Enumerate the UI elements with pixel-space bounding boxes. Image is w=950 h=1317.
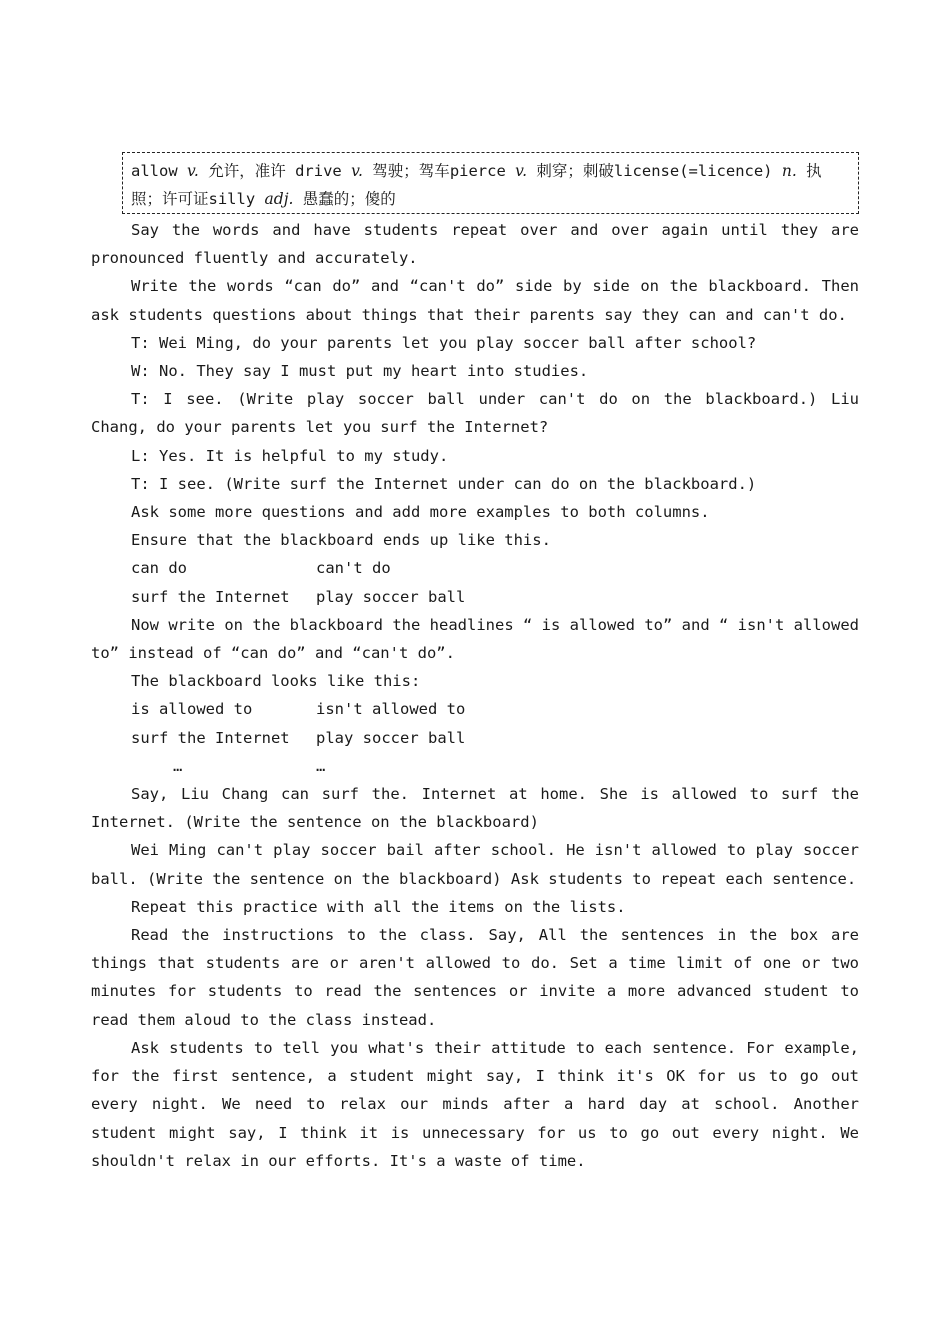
vocab-entry: allow v. 允许，准许 <box>131 162 286 180</box>
paragraph: Wei Ming can't play soccer bail after school. He isn't allowed to play soccer ball. (Write the sentence on the blackboard) Ask students to repeat each sentence. <box>91 841 859 888</box>
paragraph: Now write on the blackboard the headlines “ is allowed to” and “ isn't allowed to” instead of “can do” and “can't do”. <box>91 615 859 663</box>
dialogue-line: T: I see. (Write surf the Internet under can do on the blackboard.) <box>131 474 757 493</box>
paragraph: Read the instructions to the class. Say, All the sentences in the box are things that students are or aren't allowed to do. Set a time limit of one or two minutes for students to read the sentences or invite a more advanced student to read them aloud to the class instead. <box>91 926 859 1029</box>
paragraph: Ask some more questions and add more examples to both columns. <box>131 503 710 522</box>
vocabulary-box <box>122 152 859 214</box>
paragraph: Say the words and have students repeat over and over again until they are pronounced fluently and accurately. <box>91 221 859 268</box>
dialogue-line: T: I see. (Write play soccer ball under can't do on the blackboard.) Liu Chang, do your parents let you surf the Internet? <box>91 390 859 437</box>
dialogue-line: W: No. They say I must put my heart into studies. <box>131 362 589 381</box>
paragraph: Say, Liu Chang can surf the. Internet at home. She is allowed to surf the Internet. (Write the sentence on the blackboard) <box>91 785 859 832</box>
paragraph: The blackboard looks like this: <box>131 672 421 691</box>
blackboard-table-ellipsis: … … <box>173 756 326 775</box>
blackboard-table-row: surf the Internet play soccer ball <box>131 587 466 606</box>
dialogue-line: L: Yes. It is helpful to my study. <box>131 446 449 465</box>
blackboard-table-header: is allowed to isn't allowed to <box>131 700 466 719</box>
vocab-entry: pierce v. 刺穿；刺破 <box>449 162 614 180</box>
paragraph: Repeat this practice with all the items on the lists. <box>131 897 626 916</box>
blackboard-table-row: surf the Internet play soccer ball <box>131 728 466 747</box>
paragraph: Ensure that the blackboard ends up like this. <box>131 531 551 550</box>
paragraph: Ask students to tell you what's their attitude to each sentence. For example, for the first sentence, a student might say, I think it's OK for us to go out every night. We need to relax our minds after a hard day at school. Another student might say, I think it is unnecessary for us to go out every night. We shouldn't relax in our efforts. It's a waste of time. <box>91 1038 859 1170</box>
document-page <box>91 152 859 1175</box>
dialogue-line: T: Wei Ming, do your parents let you play soccer ball after school? <box>131 333 757 352</box>
vocab-entry: license(=licence) n. 执照；许可证 <box>131 162 822 208</box>
vocab-entry: drive v. 驾驶；驾车 <box>295 162 450 180</box>
paragraph: Write the words “can do” and “can't do” side by side on the blackboard. Then ask students questions about things that their parents say they can and can't do. <box>91 277 859 324</box>
blackboard-table-header: can do can't do <box>131 559 391 578</box>
vocab-entry: silly adj. 愚蠢的；傻的 <box>208 190 396 208</box>
